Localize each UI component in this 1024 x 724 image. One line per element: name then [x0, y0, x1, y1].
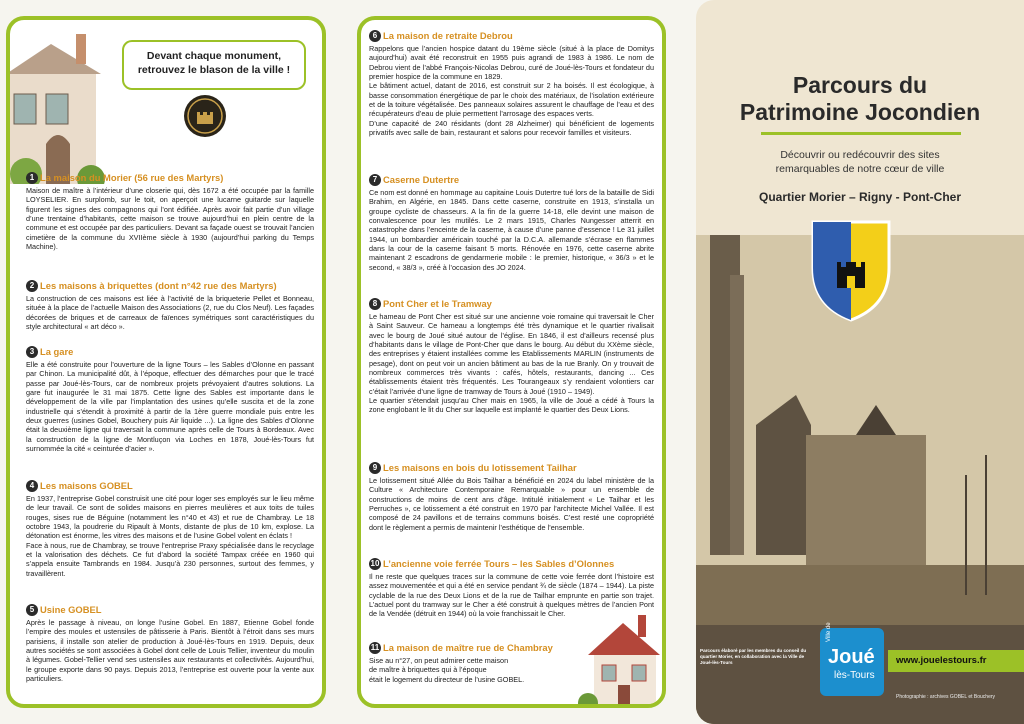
- section-number: 7: [369, 174, 381, 186]
- section-heading: Les maisons à briquettes (dont n°42 rue des Martyrs): [40, 280, 277, 291]
- section-body: Maison de maître à l’intérieur d’une closerie qui, dès 1672 a été occupée par la famille LOYSELIER. En surplomb, sur le toit, on aperçoit une lucarne guitarde sur laquelle figurent les signes des compagnons qui l’ont édifiée. Après avoir fait partie d’un village d’une trentaine d’habitants, cette maison se trouve aujourd’hui en plein centre de la commune et est occupée par des particuliers. Devant sa façade ouest se trouvait l’ancien cimetière de la commune du XVIIème siècle à 1930 (aujourd’hui parking du Temps Machine).: [26, 186, 314, 252]
- section-title: [369, 174, 654, 186]
- section-number: 10: [370, 559, 380, 568]
- section-title: [369, 462, 654, 474]
- title-underline: [761, 132, 961, 135]
- section-2: [26, 280, 314, 331]
- section-heading: La maison de retraite Debrou: [383, 30, 513, 41]
- house-illustration: [6, 34, 116, 184]
- cover-subtitle: [696, 148, 1024, 176]
- section-4: [26, 480, 314, 578]
- section-body: La construction de ces maisons est liée à l’activité de la briqueterie Pellet et Bonneau, située à la place de l’actuelle Maison des Associations (2, rue du Clos Neuf). Les façades décorées de briques et de carreaux de faïences symétriques sont caractéristiques du style architectural « art déco ».: [26, 294, 314, 332]
- logo-lestours-text: lès-Tours: [834, 670, 875, 681]
- section-heading: La maison de maître rue de Chambray: [383, 642, 553, 653]
- photo-credit: Photographie : archives GOBEL et Bouchery: [896, 694, 996, 700]
- left-panel: [6, 16, 326, 708]
- section-body: Il ne reste que quelques traces sur la commune de cette voie ferrée dont l’histoire est assez mouvementée et qui a été en service pendant ¾ de siècle (1874 – 1944). La piste cyclable de la rue des Deux Lions et de la rue de Tailhar emprunte en partie son trajet. L’actuel pont du tramway sur le Cher a été construit à quelques mètres de l’ancien Pont de la Vendée (détruit en 1944) où la voie franchissait le Cher.: [369, 572, 654, 619]
- section-title: [369, 298, 654, 310]
- city-shield-icon: [809, 218, 893, 322]
- section-number: 5: [26, 604, 38, 616]
- section-heading: La gare: [40, 346, 74, 357]
- section-9: [369, 462, 654, 532]
- middle-panel: [357, 16, 666, 708]
- section-title: [26, 346, 314, 358]
- section-title: [26, 280, 314, 292]
- website-url[interactable]: www.jouelestours.fr: [888, 650, 1024, 672]
- section-number: 4: [26, 480, 38, 492]
- section-body: Le hameau de Pont Cher est situé sur une ancienne voie romaine qui traversait le Cher à Saint Sauveur. Ce hameau a longtemps été très dynamique et le quartier rivalisait avec le bourg de Joué situé autour de l’église. En 1846, il est d’ailleurs recensé plus d’habitants dans le village de Pont-Cher que dans le bourg. Au début du XXème siècle, des entreprises y étaient installées comme les Etablissements MARLIN (instruments de pesage), dont on peut voir un ancien bâtiment au bas de la rue Branly. On y trouvait de nombreux commerces très vivants : cafés, hôtels, restaurants, dancing ... Ces établissements étaient très fréquentés. Les Tourangeaux s’y rendaient volontiers car c’était l’arrivée d’une ligne de tramway de Tours à Joué (1910 – 1949). Le quartier s’étendait jusqu’au Cher mais en 1965, la ville de Joué a cédé à Tours la zone englobant le lit du Cher sur laquelle est implanté le quartier des Deux Lions.: [369, 312, 654, 415]
- cover-title-line-2: Patrimoine Jocondien: [739, 99, 981, 125]
- section-body: Rappelons que l’ancien hospice datant du 19ème siècle (situé à la place de Domitys aujourd’hui) avait été reconstruit en 1955 puis agrandi de 1983 à 1986. Le nom de Debrou vient de l’abbé François-Nicolas Debrou, curé de Joué-lès-Tours et fondateur du premier hospice de la commune en 1829. Le bâtiment actuel, datant de 2016, est construit sur 2 ha boisés. Il est écologique, à basse consommation énergétique de par le choix des matériaux, de l’isolation extérieure et de la toiture végétalisée. Des panneaux solaires assurent le chauffage de l’eau et des récupérateurs d’eau de pluie permettent l’arrosage des espaces verts. D’une capacité de 240 résidants (dont 28 Alzheimer) qui bénéficient de logements privatifs avec salle de bain, restaurant et salons pour recevoir familles et visiteurs.: [369, 44, 654, 138]
- section-number: 1: [26, 172, 38, 184]
- section-1: [26, 172, 314, 251]
- section-body: En 1937, l’entreprise Gobel construisit une cité pour loger ses employés sur le lieu même de leur travail. Ce sont de solides maisons en pierres meulières et aux toits de tuiles rouges, sises rue de Béguine (notamment les n°40 et 43) et rue de Chambray. Le 18 octobre 1943, la poudrerie du Ripault à Monts, distante de plus de 10 km, explose. La détonation est énorme, les vitres des maisons et de l’usine Gobel volent en éclats ! Face à nous, rue de Chambray, se trouve l’entreprise Praxy spécialisée dans le recyclage et la valorisation des déchets. Ce fut d’abord la société Tampax créée en 1960 qui s’appela ensuite Tambrands en 1984. Jusqu’à 230 personnes, surtout des femmes, y travaillèrent.: [26, 494, 314, 578]
- section-number: 9: [369, 462, 381, 474]
- section-number: 2: [26, 280, 38, 292]
- credit-note: Parcours élaboré par les membres du conseil du quartier Morier, en collaboration avec la Ville de Joué-lès-Tours: [700, 648, 807, 665]
- logo-joue-text: Joué: [828, 646, 875, 668]
- cover-panel: [696, 0, 1024, 724]
- subtitle-line-1: Découvrir ou redécouvrir des sites: [780, 149, 940, 161]
- section-heading: L’ancienne voie ferrée Tours – les Sables d’Olonnes: [383, 558, 615, 569]
- section-title: [26, 604, 314, 616]
- cover-title: [696, 72, 1024, 126]
- section-title: [369, 558, 654, 570]
- section-5: [26, 604, 314, 683]
- section-heading: Pont Cher et le Tramway: [383, 298, 492, 309]
- joue-les-tours-logo: [820, 622, 884, 696]
- section-body: Ce nom est donné en hommage au capitaine Louis Dutertre tué lors de la bataille de Sidi Brahim, en Algérie, en 1845. Dans cette caserne, construite en 1913, s’installa un groupe cycliste de chasseurs. A la fin de la guerre 14-18, elle devint une maison de convalescence pour les mutilés. Le 2 mars 1915, Charles Nungesser atterrit en catastrophe dans l’enceinte de la caserne, à cause d’une panne d’essence ! Le 31 juillet 1944, un bombardier américain touché par la D.C.A. allemande s’écrase en flammes dans la cour de la caserne faisant 5 morts. Rénovée en 1976, cette caserne abrite maintenant 2 escadrons de gendarmerie mobile : le premier, historique, « 36/3 » et le second, « 38/3 », créé à l’occasion des JO 2024.: [369, 188, 654, 272]
- section-8: [369, 298, 654, 415]
- section-body: Sise au n°27, on peut admirer cette maison de maître à briquettes qui à l’époque était le logement du directeur de l’usine GOBEL.: [369, 656, 525, 684]
- section-number: 8: [369, 298, 381, 310]
- section-heading: Usine GOBEL: [40, 604, 102, 615]
- section-body: Elle a été construite pour l’ouverture de la ligne Tours – les Sables d’Olonne en passant par Chinon. La municipalité dût, à l’époque, effectuer des démarches pour que le tracé passe par Joué-lès-Tours, car de nombreux projets prévoyaient d’autres solutions. La gare fut inaugurée le 31 mai 1875. Cette ligne des Sables est importante dans le développement de la ville par l’implantation des usines qu’elle suscita et de la zone industrielle qui s’étendit à proximité à partir de la 1ère guerre mondiale puis entre les deux guerres (usines Gobel, Bouchery puis Air liquide ...). La ligne des Sables d’Olonne était la deuxième ligne qui traversait la commune après celle de Tours à Bordeaux. Avec la construction de la ligne de Montluçon via Loches en 1878, Joué-lès-Tours fut surnommée la cité « ceinturée d’acier ».: [26, 360, 314, 454]
- section-title: [369, 642, 566, 654]
- callout-box: Devant chaque monument, retrouvez le blason de la ville !: [122, 40, 306, 90]
- cover-title-line-1: Parcours du: [792, 72, 928, 98]
- section-3: [26, 346, 314, 453]
- section-11: [369, 642, 566, 684]
- section-heading: Caserne Dutertre: [383, 174, 460, 185]
- section-title: [26, 172, 314, 184]
- section-7: [369, 174, 654, 272]
- city-emblem-icon: [183, 94, 227, 138]
- section-10: [369, 558, 654, 619]
- logo-ville-text: Ville de: [826, 622, 832, 642]
- section-title: [369, 30, 654, 42]
- section-body: Le lotissement situé Allée du Bois Tailhar a bénéficié en 2024 du label ministère de la Culture « Architecture Contemporaine Remarquable » pour un ensemble de constructions de moins de cent ans d’âge. Intitulé initialement « Le Tailhar et les Perruches », ce lotissement a été construit en 1970 par l’architecte Michel Vallée. Il est composé de 24 pavillons et de terrains communs boisés. C’est resté une copropriété dont le règlement a permis de maintenir l’esthétique de l’ensemble.: [369, 476, 654, 532]
- section-heading: Les maisons GOBEL: [40, 480, 133, 491]
- section-number: 3: [26, 346, 38, 358]
- section-number: 6: [369, 30, 381, 42]
- section-heading: La maison du Morier (56 rue des Martyrs): [40, 172, 224, 183]
- brick-house-illustration: [578, 615, 666, 708]
- section-body: Après le passage à niveau, on longe l’usine Gobel. En 1887, Etienne Gobel fonde l’empire des moules et ustensiles de pâtisserie à Paris. Bientôt à l’étroit dans ses murs parisiens, il installe son atelier de production à Joué-lès-Tours en 1919. Depuis, deux autres sociétés se sont associées à Gobel dont celle de Louis Tellier, inventeur du moulin à légumes. Gobel-Tellier vend ses ustensiles aux restaurants et collectivités. Aujourd’hui, le groupe exporte dans 90 pays. Depuis 2013, l’entreprise est ouverte pour la vente aux particuliers.: [26, 618, 314, 684]
- section-title: [26, 480, 314, 492]
- subtitle-line-2: remarquables de notre cœur de ville: [775, 163, 945, 175]
- section-number: 11: [370, 643, 380, 652]
- section-6: [369, 30, 654, 137]
- section-heading: Les maisons en bois du lotissement Tailhar: [383, 462, 577, 473]
- quartier-label: Quartier Morier – Rigny - Pont-Cher: [758, 190, 962, 204]
